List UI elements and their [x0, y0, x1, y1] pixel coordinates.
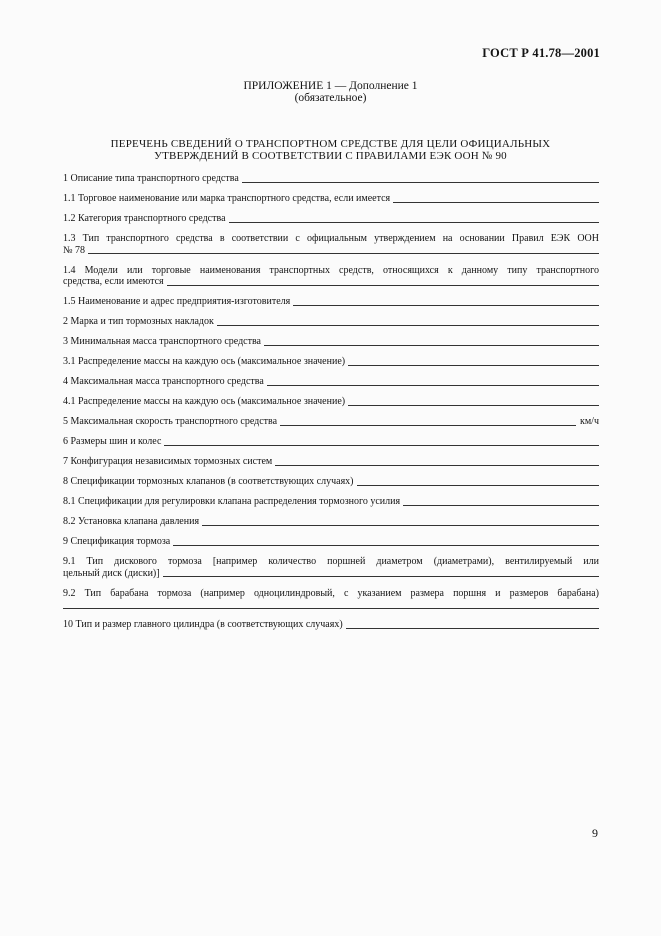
- form-item: [63, 396, 599, 408]
- annex-status: (обязательное): [294, 92, 367, 104]
- form-item: [63, 336, 599, 348]
- item-label: 5 Максимальная скорость транспортного средства: [63, 416, 278, 427]
- annex-heading: [0, 80, 661, 104]
- answer-line[interactable]: [63, 608, 599, 609]
- item-label: 8.1 Спецификации для регулировки клапана распределения тормозного усилия: [63, 496, 401, 507]
- item-label: 1 Описание типа транспортного средства: [63, 173, 239, 184]
- answer-line[interactable]: [264, 345, 599, 346]
- form-item: [63, 416, 599, 428]
- form-item: [63, 213, 599, 225]
- form-item: [63, 296, 599, 308]
- item-label: 3.1 Распределение массы на каждую ось (максимальное значение): [63, 356, 346, 367]
- form-item: [63, 316, 599, 328]
- item-label: 8.2 Установка клапана давления: [63, 516, 200, 527]
- answer-line[interactable]: [348, 405, 599, 406]
- form-item: [63, 536, 599, 548]
- form-item: [63, 265, 599, 288]
- answer-line[interactable]: [346, 628, 599, 629]
- form-item: [63, 588, 599, 611]
- item-label: 1.1 Торговое наименование или марка транспортного средства, если имеется: [63, 193, 391, 204]
- answer-line[interactable]: [173, 545, 599, 546]
- item-label: 1.3 Тип транспортного средства в соответствии с официальным утверждением на основании Правил ЕЭК ООН: [63, 233, 599, 244]
- item-label: 1.2 Категория транспортного средства: [63, 213, 226, 224]
- item-label: 3 Минимальная масса транспортного средства: [63, 336, 261, 347]
- answer-line[interactable]: [357, 485, 599, 486]
- item-label: 4 Максимальная масса транспортного средства: [63, 376, 264, 387]
- form-items: [63, 173, 599, 631]
- answer-line[interactable]: [267, 385, 599, 386]
- item-label: 2 Марка и тип тормозных накладок: [63, 316, 214, 327]
- answer-line[interactable]: [229, 222, 599, 223]
- list-heading-line-1: ПЕРЕЧЕНЬ СВЕДЕНИЙ О ТРАНСПОРТНОМ СРЕДСТВЕ ДЛЯ ЦЕЛИ ОФИЦИАЛЬНЫХ: [110, 138, 551, 150]
- answer-line[interactable]: [403, 505, 599, 506]
- item-label-continued: средства, если имеются: [63, 276, 164, 287]
- item-label: 10 Тип и размер главного цилиндра (в соответствующих случаях): [63, 619, 343, 630]
- item-label-continued: цельный диск (диски)]: [63, 567, 160, 579]
- item-label: 9 Спецификация тормоза: [63, 536, 171, 547]
- answer-line[interactable]: [163, 576, 599, 577]
- answer-line[interactable]: [275, 465, 599, 466]
- item-label: 6 Размеры шин и колес: [63, 436, 162, 447]
- form-item: [63, 193, 599, 205]
- answer-line[interactable]: [164, 445, 599, 446]
- list-heading-line-2: УТВЕРЖДЕНИЙ В СООТВЕТСТВИИ С ПРАВИЛАМИ ЕЭК ООН № 90: [154, 149, 507, 162]
- answer-line[interactable]: [88, 253, 599, 254]
- list-heading: [0, 139, 661, 162]
- answer-line[interactable]: [348, 365, 599, 366]
- answer-line[interactable]: [293, 305, 599, 306]
- annex-title: ПРИЛОЖЕНИЕ 1 — Дополнение 1: [243, 80, 418, 92]
- form-item: [63, 436, 599, 448]
- answer-line[interactable]: [242, 182, 599, 183]
- item-label: 1.4 Модели или торговые наименования транспортных средств, относящихся к данному типу транспортного: [63, 264, 599, 276]
- answer-line[interactable]: [280, 425, 576, 426]
- form-item: [63, 356, 599, 368]
- form-item: [63, 456, 599, 468]
- document-code: ГОСТ Р 41.78—2001: [482, 46, 600, 60]
- answer-line[interactable]: [167, 285, 599, 286]
- page-number: 9: [592, 826, 598, 840]
- form-item: [63, 376, 599, 388]
- form-item: [63, 556, 599, 579]
- item-label: 9.2 Тип барабана тормоза (например одноцилиндровый, с указанием размера поршня и размеров барабана): [63, 587, 599, 599]
- item-label: 1.5 Наименование и адрес предприятия-изготовителя: [63, 296, 291, 307]
- item-label: 9.1 Тип дискового тормоза [например количество поршней диаметром (диаметрами), вентилируемый или: [63, 556, 599, 567]
- form-item: [63, 173, 599, 185]
- answer-line[interactable]: [393, 202, 599, 203]
- item-label: 8 Спецификации тормозных клапанов (в соответствующих случаях): [63, 476, 354, 487]
- item-label: 4.1 Распределение массы на каждую ось (максимальное значение): [63, 396, 346, 407]
- form-item: [63, 619, 599, 631]
- unit-label: км/ч: [580, 416, 599, 427]
- form-item: [63, 233, 599, 256]
- form-item: [63, 476, 599, 488]
- item-label: 7 Конфигурация независимых тормозных систем: [63, 456, 273, 467]
- answer-line[interactable]: [217, 325, 599, 326]
- answer-line[interactable]: [202, 525, 599, 526]
- form-item: [63, 516, 599, 528]
- form-item: [63, 496, 599, 508]
- item-label-continued: № 78: [63, 244, 86, 256]
